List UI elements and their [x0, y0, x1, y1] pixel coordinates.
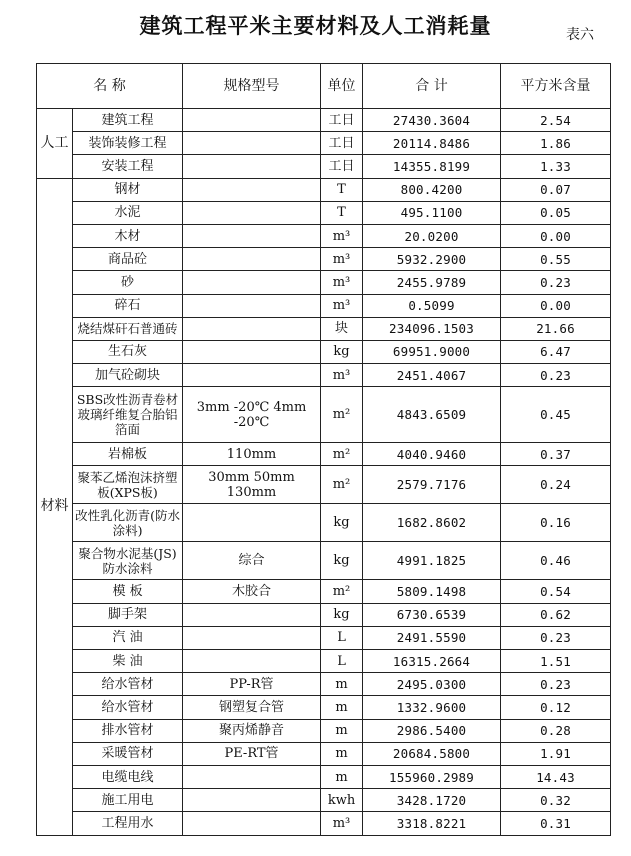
- row-unit: m: [321, 696, 363, 719]
- table-row: [37, 248, 611, 271]
- row-name: 排水管材: [73, 719, 183, 742]
- row-total: 69951.9000: [363, 340, 501, 363]
- table-row: [37, 224, 611, 247]
- table-row: [37, 626, 611, 649]
- row-per-sqm: 1.86: [501, 132, 611, 155]
- header-row: [37, 64, 611, 109]
- row-name: 木材: [73, 224, 183, 247]
- header-name: 名 称: [37, 64, 183, 109]
- labor-category-cell: 人工: [37, 109, 73, 179]
- row-per-sqm: 0.62: [501, 603, 611, 626]
- row-spec: [183, 650, 321, 673]
- row-name: 装饰装修工程: [73, 132, 183, 155]
- table-row: [37, 673, 611, 696]
- row-spec: [183, 132, 321, 155]
- table-row: [37, 271, 611, 294]
- row-unit: m³: [321, 224, 363, 247]
- row-spec: 钢塑复合管: [183, 696, 321, 719]
- row-name: 给水管材: [73, 696, 183, 719]
- row-spec: [183, 317, 321, 340]
- row-spec: [183, 789, 321, 812]
- row-total: 4040.9460: [363, 443, 501, 466]
- row-total: 6730.6539: [363, 603, 501, 626]
- row-per-sqm: 0.37: [501, 443, 611, 466]
- row-total: 3428.1720: [363, 789, 501, 812]
- table-row: [37, 580, 611, 603]
- row-total: 16315.2664: [363, 650, 501, 673]
- row-unit: m: [321, 673, 363, 696]
- row-name: 加气砼砌块: [73, 364, 183, 387]
- row-unit: L: [321, 626, 363, 649]
- row-name: 给水管材: [73, 673, 183, 696]
- row-per-sqm: 0.31: [501, 812, 611, 835]
- row-unit: m³: [321, 812, 363, 835]
- table-number-label: 表六: [566, 27, 594, 43]
- row-total: 2495.0300: [363, 673, 501, 696]
- row-per-sqm: 0.16: [501, 504, 611, 542]
- row-unit: m: [321, 742, 363, 765]
- row-per-sqm: 0.23: [501, 626, 611, 649]
- row-total: 1682.8602: [363, 504, 501, 542]
- row-spec: [183, 340, 321, 363]
- row-total: 2579.7176: [363, 466, 501, 504]
- row-total: 0.5099: [363, 294, 501, 317]
- row-spec: [183, 364, 321, 387]
- table-row: [37, 178, 611, 201]
- row-unit: m³: [321, 271, 363, 294]
- row-unit: m²: [321, 443, 363, 466]
- row-total: 3318.8221: [363, 812, 501, 835]
- table-row: [37, 789, 611, 812]
- table-row: [37, 742, 611, 765]
- table-row: [37, 542, 611, 580]
- header-total: 合 计: [363, 64, 501, 109]
- row-name: 碎石: [73, 294, 183, 317]
- table-body: [37, 109, 611, 836]
- row-unit: 工日: [321, 155, 363, 178]
- row-total: 14355.8199: [363, 155, 501, 178]
- row-spec: PP-R管: [183, 673, 321, 696]
- row-per-sqm: 0.05: [501, 201, 611, 224]
- row-unit: kg: [321, 542, 363, 580]
- row-total: 800.4200: [363, 178, 501, 201]
- table-row: [37, 466, 611, 504]
- row-unit: m³: [321, 294, 363, 317]
- row-name: 烧结煤矸石普通砖: [73, 317, 183, 340]
- row-spec: 110mm: [183, 443, 321, 466]
- row-total: 4991.1825: [363, 542, 501, 580]
- row-total: 20.0200: [363, 224, 501, 247]
- row-name: 砂: [73, 271, 183, 294]
- row-spec: 聚丙烯静音: [183, 719, 321, 742]
- row-per-sqm: 14.43: [501, 765, 611, 788]
- row-spec: [183, 626, 321, 649]
- row-per-sqm: 0.00: [501, 224, 611, 247]
- row-spec: [183, 765, 321, 788]
- row-spec: 30mm 50mm 130mm: [183, 466, 321, 504]
- row-per-sqm: 0.00: [501, 294, 611, 317]
- row-total: 20114.8486: [363, 132, 501, 155]
- row-spec: [183, 504, 321, 542]
- row-unit: kg: [321, 340, 363, 363]
- row-spec: [183, 224, 321, 247]
- row-total: 1332.9600: [363, 696, 501, 719]
- row-spec: [183, 603, 321, 626]
- row-name: 模 板: [73, 580, 183, 603]
- row-per-sqm: 0.23: [501, 673, 611, 696]
- row-spec: [183, 248, 321, 271]
- row-unit: kwh: [321, 789, 363, 812]
- table-row: [37, 364, 611, 387]
- row-unit: m: [321, 719, 363, 742]
- row-per-sqm: 1.91: [501, 742, 611, 765]
- row-name: 岩棉板: [73, 443, 183, 466]
- row-name: 脚手架: [73, 603, 183, 626]
- row-per-sqm: 0.23: [501, 271, 611, 294]
- table-row: [37, 132, 611, 155]
- row-name: 安装工程: [73, 155, 183, 178]
- row-spec: 综合: [183, 542, 321, 580]
- row-unit: m: [321, 765, 363, 788]
- header-per-sqm: 平方米含量: [501, 64, 611, 109]
- table-row: [37, 719, 611, 742]
- page-title: 建筑工程平米主要材料及人工消耗量: [139, 14, 492, 38]
- table-row: [37, 109, 611, 132]
- row-per-sqm: 0.12: [501, 696, 611, 719]
- row-spec: [183, 294, 321, 317]
- table-row: [37, 155, 611, 178]
- row-spec: 木胶合: [183, 580, 321, 603]
- row-per-sqm: 21.66: [501, 317, 611, 340]
- row-name: 工程用水: [73, 812, 183, 835]
- row-name: 采暖管材: [73, 742, 183, 765]
- row-spec: [183, 178, 321, 201]
- row-name: 施工用电: [73, 789, 183, 812]
- row-per-sqm: 0.28: [501, 719, 611, 742]
- header-spec: 规格型号: [183, 64, 321, 109]
- table-row: [37, 317, 611, 340]
- row-unit: m²: [321, 466, 363, 504]
- row-total: 2455.9789: [363, 271, 501, 294]
- table-row: [37, 201, 611, 224]
- row-name: 生石灰: [73, 340, 183, 363]
- header-unit: 单位: [321, 64, 363, 109]
- table-row: [37, 504, 611, 542]
- table-row: [37, 294, 611, 317]
- row-per-sqm: 0.55: [501, 248, 611, 271]
- row-unit: m³: [321, 248, 363, 271]
- row-name: 聚合物水泥基(JS)防水涂料: [73, 542, 183, 580]
- row-name: 商品砼: [73, 248, 183, 271]
- table-row: [37, 443, 611, 466]
- row-per-sqm: 0.46: [501, 542, 611, 580]
- row-name: 改性乳化沥青(防水涂料): [73, 504, 183, 542]
- row-unit: kg: [321, 603, 363, 626]
- row-total: 27430.3604: [363, 109, 501, 132]
- table-row: [37, 340, 611, 363]
- row-total: 234096.1503: [363, 317, 501, 340]
- row-name: 电缆电线: [73, 765, 183, 788]
- row-name: 建筑工程: [73, 109, 183, 132]
- table-row: [37, 387, 611, 443]
- row-spec: PE-RT管: [183, 742, 321, 765]
- row-spec: [183, 109, 321, 132]
- row-per-sqm: 1.51: [501, 650, 611, 673]
- row-per-sqm: 0.54: [501, 580, 611, 603]
- table-row: [37, 765, 611, 788]
- row-unit: 块: [321, 317, 363, 340]
- row-name: 钢材: [73, 178, 183, 201]
- row-spec: [183, 201, 321, 224]
- row-per-sqm: 0.07: [501, 178, 611, 201]
- row-per-sqm: 0.24: [501, 466, 611, 504]
- row-unit: T: [321, 201, 363, 224]
- row-per-sqm: 0.23: [501, 364, 611, 387]
- row-total: 20684.5800: [363, 742, 501, 765]
- materials-labor-table: [36, 63, 611, 836]
- table-row: [37, 603, 611, 626]
- row-unit: 工日: [321, 132, 363, 155]
- row-total: 2986.5400: [363, 719, 501, 742]
- row-unit: L: [321, 650, 363, 673]
- row-per-sqm: 2.54: [501, 109, 611, 132]
- row-total: 5809.1498: [363, 580, 501, 603]
- row-unit: m²: [321, 387, 363, 443]
- row-per-sqm: 1.33: [501, 155, 611, 178]
- row-unit: kg: [321, 504, 363, 542]
- row-unit: m³: [321, 364, 363, 387]
- row-per-sqm: 0.32: [501, 789, 611, 812]
- row-spec: [183, 155, 321, 178]
- row-name: 汽 油: [73, 626, 183, 649]
- table-row: [37, 696, 611, 719]
- row-spec: [183, 271, 321, 294]
- row-name: 水泥: [73, 201, 183, 224]
- row-per-sqm: 0.45: [501, 387, 611, 443]
- materials-category-cell: 材料: [37, 178, 73, 835]
- row-name: 聚苯乙烯泡沫挤塑板(XPS板): [73, 466, 183, 504]
- row-total: 5932.2900: [363, 248, 501, 271]
- row-unit: m²: [321, 580, 363, 603]
- row-name: 柴 油: [73, 650, 183, 673]
- row-per-sqm: 6.47: [501, 340, 611, 363]
- row-total: 4843.6509: [363, 387, 501, 443]
- row-name: SBS改性沥青卷材玻璃纤维复合胎铝箔面: [73, 387, 183, 443]
- row-spec: [183, 812, 321, 835]
- row-total: 155960.2989: [363, 765, 501, 788]
- table-row: [37, 650, 611, 673]
- row-unit: 工日: [321, 109, 363, 132]
- row-spec: 3mm -20℃ 4mm -20℃: [183, 387, 321, 443]
- table-row: [37, 812, 611, 835]
- row-total: 2491.5590: [363, 626, 501, 649]
- row-total: 2451.4067: [363, 364, 501, 387]
- row-total: 495.1100: [363, 201, 501, 224]
- row-unit: T: [321, 178, 363, 201]
